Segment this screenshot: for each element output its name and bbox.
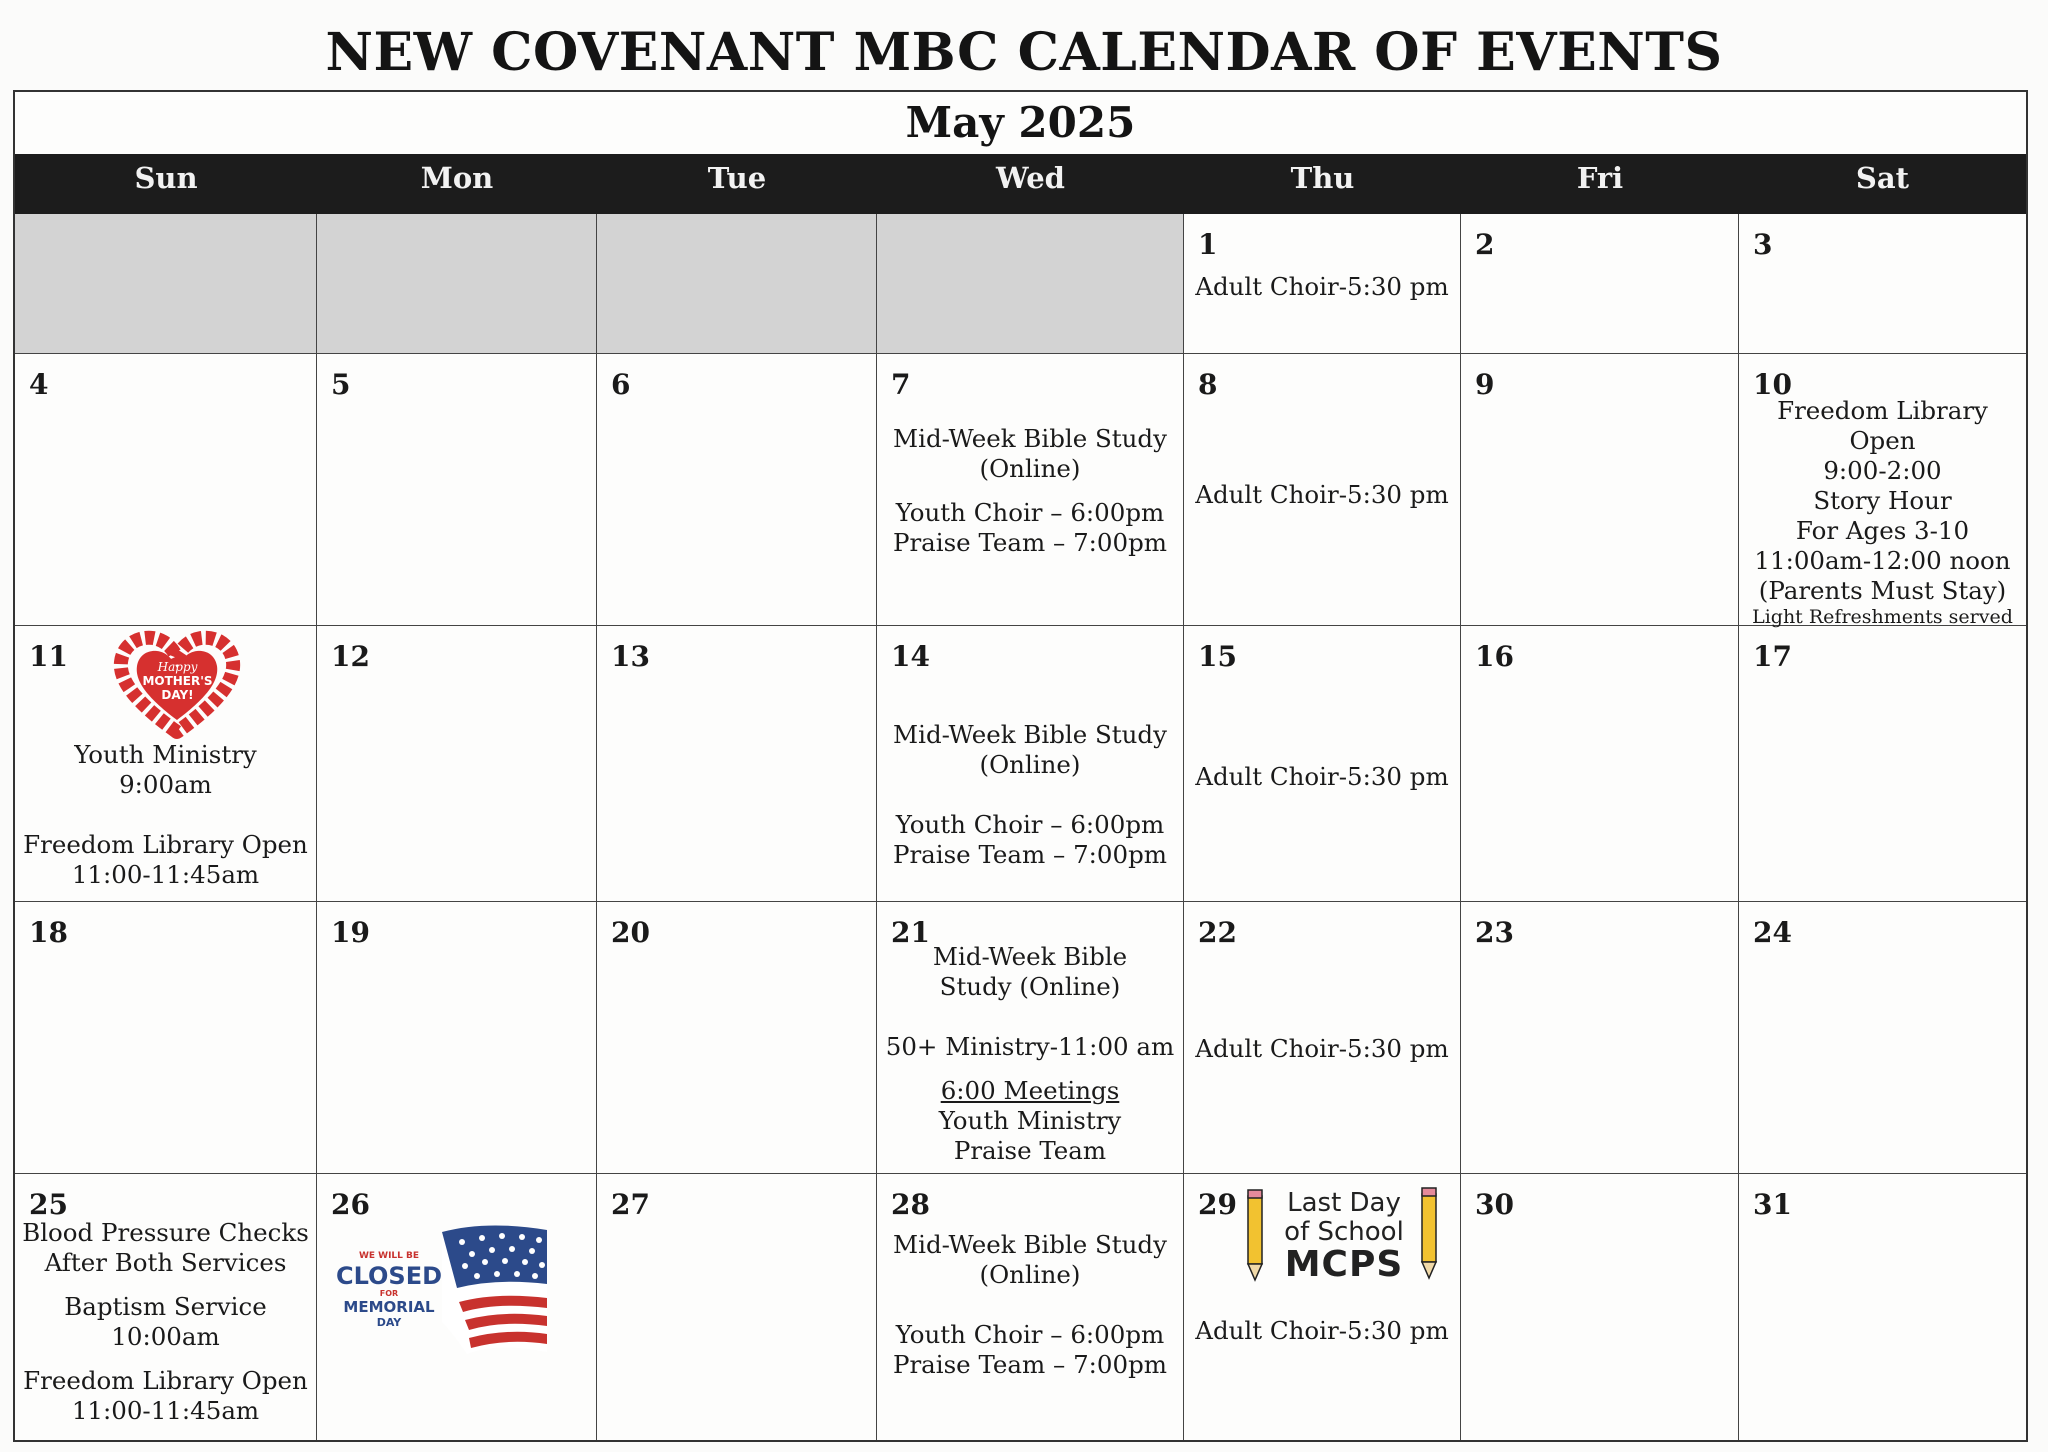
weekday-mon: Mon	[420, 161, 494, 195]
day-number: 23	[1475, 916, 1514, 949]
day-events	[881, 942, 1179, 1166]
event-line: Adult Choir-5:30 pm	[1195, 1316, 1449, 1345]
day-events	[881, 720, 1179, 870]
day-cell-17	[1739, 626, 2026, 902]
day-number: 8	[1198, 368, 1218, 401]
event-line: Praise Team – 7:00pm	[892, 1350, 1168, 1379]
day-cell-11	[15, 626, 317, 902]
day-events	[19, 740, 312, 890]
day-cell-15	[1184, 626, 1461, 902]
event-line: Baptism Service	[64, 1292, 267, 1321]
day-number: 25	[29, 1188, 68, 1221]
day-cell-12	[317, 626, 597, 902]
day-cell-3	[1739, 214, 2026, 354]
event-line: Mid-Week Bible Study	[893, 424, 1167, 453]
month-title: May 2025	[905, 98, 1136, 147]
event-line: Freedom Library Open	[23, 1366, 308, 1395]
calendar	[13, 90, 2028, 1442]
day-cell-16	[1461, 626, 1739, 902]
day-events	[1188, 272, 1456, 302]
day-number: 16	[1475, 640, 1514, 673]
day-number: 9	[1475, 368, 1495, 401]
day-cell-29	[1184, 1174, 1461, 1440]
day-events	[19, 1218, 312, 1426]
day-number: 5	[331, 368, 351, 401]
weekday-sat: Sat	[1855, 161, 1910, 195]
day-number: 29	[1198, 1188, 1237, 1221]
day-events	[881, 1230, 1179, 1380]
day-cell-13	[597, 626, 877, 902]
heart-text-line: Happy	[157, 660, 198, 674]
heart-text-line: MOTHER'S	[142, 674, 213, 688]
day-cell-24	[1739, 902, 2026, 1174]
day-number: 2	[1475, 228, 1495, 261]
day-events	[1743, 396, 2022, 628]
weekday-thu: Thu	[1290, 161, 1355, 195]
event-line: Praise Team – 7:00pm	[892, 840, 1168, 869]
weekday-sun: Sun	[134, 161, 198, 195]
event-line: Open	[1849, 426, 1916, 455]
day-number: 1	[1198, 228, 1218, 261]
day-cell-14	[877, 626, 1184, 902]
event-line: 10:00am	[111, 1322, 220, 1351]
day-number: 11	[29, 640, 68, 673]
empty-day-cell	[597, 214, 877, 354]
empty-day-cell	[877, 214, 1184, 354]
day-events	[881, 424, 1179, 558]
day-number: 28	[891, 1188, 930, 1221]
day-cell-28	[877, 1174, 1184, 1440]
event-line: (Parents Must Stay)	[1758, 576, 2007, 605]
heart-text-line: DAY!	[161, 688, 194, 702]
page-title: NEW COVENANT MBC CALENDAR OF EVENTS	[325, 22, 1723, 83]
event-line: Adult Choir-5:30 pm	[1195, 1034, 1449, 1063]
weekday-header	[15, 154, 2026, 214]
memorial-day-closed-sign	[335, 1222, 587, 1362]
day-cell-8	[1184, 354, 1461, 626]
day-number: 15	[1198, 640, 1237, 673]
event-line: 50+ Ministry-11:00 am	[885, 1032, 1175, 1061]
event-line: (Online)	[979, 1260, 1081, 1289]
day-number: 31	[1753, 1188, 1792, 1221]
day-number: 26	[331, 1188, 370, 1221]
day-cell-18	[15, 902, 317, 1174]
event-line: (Online)	[979, 750, 1081, 779]
memorial-text-line: FOR	[379, 1289, 399, 1298]
mothers-day-heart	[115, 632, 240, 737]
event-line: Youth Choir – 6:00pm	[895, 810, 1165, 839]
event-line: 11:00-11:45am	[71, 860, 260, 889]
day-cell-30	[1461, 1174, 1739, 1440]
event-line: (Online)	[979, 454, 1081, 483]
day-cell-10	[1739, 354, 2026, 626]
event-line: 11:00-11:45am	[71, 1396, 260, 1425]
day-number: 21	[891, 916, 930, 949]
day-cell-2	[1461, 214, 1739, 354]
day-number: 10	[1753, 368, 1792, 401]
last-day-line: Last Day	[1287, 1188, 1401, 1218]
day-cell-19	[317, 902, 597, 1174]
event-line: For Ages 3-10	[1795, 516, 1970, 545]
day-number: 6	[611, 368, 631, 401]
day-cell-23	[1461, 902, 1739, 1174]
day-number: 7	[891, 368, 911, 401]
event-line: Mid-Week Bible Study	[893, 1230, 1167, 1259]
day-cell-25	[15, 1174, 317, 1440]
last-day-text	[1270, 1188, 1418, 1284]
day-number: 30	[1475, 1188, 1514, 1221]
weekday-fri: Fri	[1576, 161, 1624, 195]
day-cell-20	[597, 902, 877, 1174]
day-events	[1188, 762, 1456, 792]
event-line: Freedom Library	[1777, 396, 1988, 425]
day-cell-21	[877, 902, 1184, 1174]
day-number: 24	[1753, 916, 1792, 949]
day-cell-31	[1739, 1174, 2026, 1440]
event-line: Adult Choir-5:30 pm	[1195, 762, 1449, 791]
day-number: 14	[891, 640, 930, 673]
day-number: 13	[611, 640, 650, 673]
event-line: Youth Choir – 6:00pm	[895, 1320, 1165, 1349]
empty-day-cell	[317, 214, 597, 354]
day-cell-7	[877, 354, 1184, 626]
day-cell-9	[1461, 354, 1739, 626]
day-number: 20	[611, 916, 650, 949]
day-number: 12	[331, 640, 370, 673]
last-day-line: MCPS	[1284, 1244, 1404, 1285]
event-line: Praise Team	[953, 1136, 1107, 1165]
memorial-text-line: WE WILL BE	[358, 1251, 420, 1261]
last-day-of-school-graphic	[1242, 1184, 1442, 1286]
event-line: Adult Choir-5:30 pm	[1195, 480, 1449, 509]
event-line: Praise Team – 7:00pm	[892, 528, 1168, 557]
day-cell-22	[1184, 902, 1461, 1174]
event-line: 9:00am	[119, 770, 212, 799]
event-line: Adult Choir-5:30 pm	[1195, 272, 1449, 301]
day-cell-5	[317, 354, 597, 626]
empty-day-cell	[15, 214, 317, 354]
event-line: Youth Ministry	[74, 740, 257, 769]
weekday-tue: Tue	[707, 161, 767, 195]
day-number: 19	[331, 916, 370, 949]
day-number: 4	[29, 368, 49, 401]
flag-icon	[335, 1222, 587, 1362]
event-line: Freedom Library Open	[23, 830, 308, 859]
day-cell-27	[597, 1174, 877, 1440]
memorial-text-line: MEMORIAL	[343, 1298, 435, 1316]
event-line: Study (Online)	[939, 972, 1121, 1001]
last-day-line: of School	[1284, 1217, 1404, 1247]
event-line: Mid-Week Bible Study	[893, 720, 1167, 749]
event-line: After Both Services	[44, 1248, 287, 1277]
day-cell-1	[1184, 214, 1461, 354]
event-line: 6:00 Meetings	[940, 1076, 1120, 1105]
day-cell-6	[597, 354, 877, 626]
day-number: 17	[1753, 640, 1792, 673]
memorial-text-line: DAY	[376, 1316, 402, 1329]
weekday-wed: Wed	[996, 161, 1065, 195]
event-line: 9:00-2:00	[1823, 456, 1942, 485]
event-line: Story Hour	[1813, 486, 1952, 515]
event-line: Mid-Week Bible	[932, 942, 1128, 971]
day-events	[1188, 480, 1456, 510]
memorial-text-line: CLOSED	[335, 1262, 443, 1290]
day-cell-4	[15, 354, 317, 626]
day-number: 27	[611, 1188, 650, 1221]
day-events	[1188, 1034, 1456, 1064]
event-line: Youth Choir – 6:00pm	[895, 498, 1165, 527]
day-number: 18	[29, 916, 68, 949]
day-events	[1188, 1316, 1456, 1346]
day-cell-26	[317, 1174, 597, 1440]
event-line: Light Refreshments served	[1752, 606, 2013, 628]
event-line: Blood Pressure Checks	[22, 1218, 309, 1247]
day-number: 22	[1198, 916, 1237, 949]
day-number: 3	[1753, 228, 1773, 261]
event-line: 11:00am-12:00 noon	[1754, 546, 2011, 575]
calendar-grid	[15, 214, 2026, 1442]
event-line: Youth Ministry	[938, 1106, 1122, 1135]
